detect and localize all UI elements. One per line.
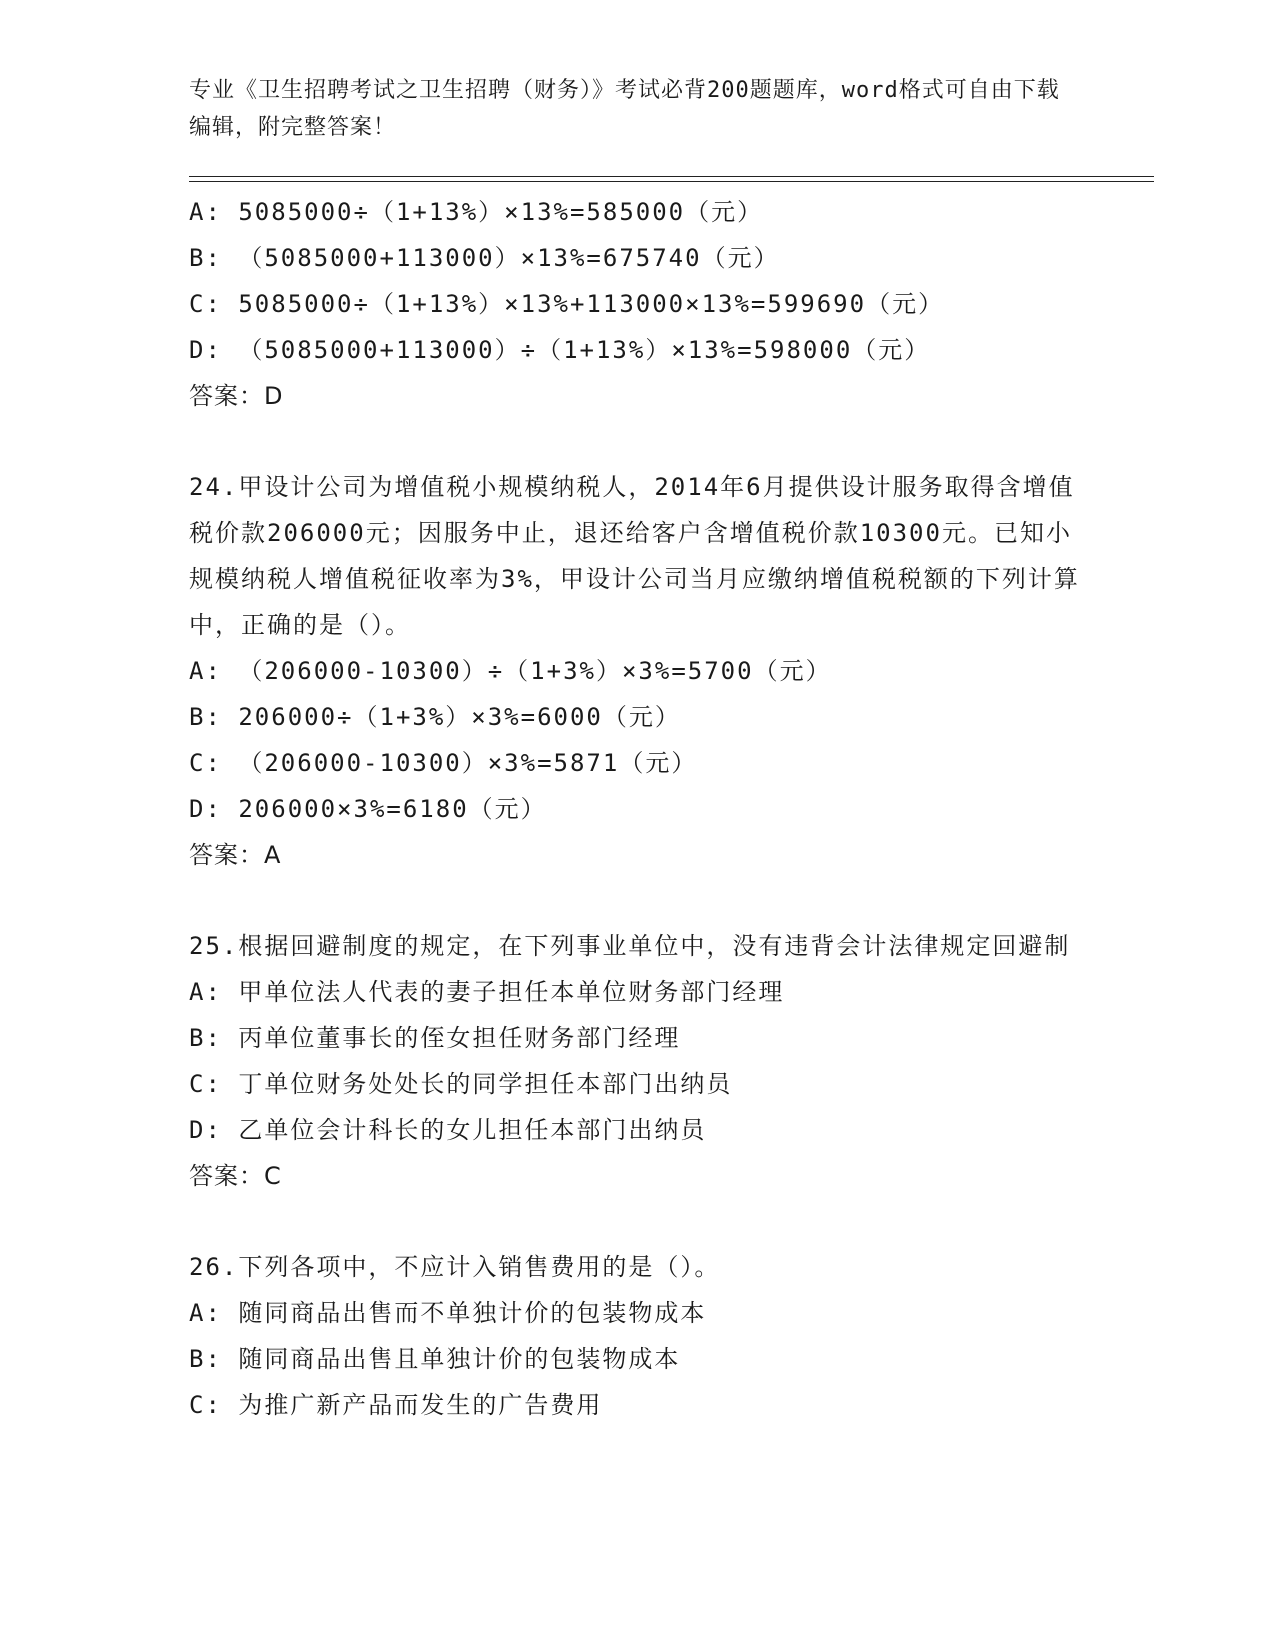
- question-23: [189, 189, 1089, 419]
- option-b: B: 随同商品出售且单独计价的包装物成本: [189, 1345, 681, 1373]
- spacer: [189, 878, 1089, 923]
- header-divider-bottom: [189, 181, 1154, 182]
- option-b: B: （5085000+113000）×13%=675740（元）: [189, 244, 780, 272]
- header-divider-top: [189, 176, 1154, 177]
- answer: 答案：C: [189, 1162, 282, 1190]
- option-a: A: 5085000÷（1+13%）×13%=585000（元）: [189, 198, 764, 226]
- option-b: B: 206000÷（1+3%）×3%=6000（元）: [189, 703, 681, 731]
- answer: 答案：A: [189, 841, 282, 869]
- question-24: [189, 464, 1089, 878]
- option-d: D: （5085000+113000）÷（1+13%）×13%=598000（元）: [189, 336, 931, 364]
- option-c: C: 为推广新产品而发生的广告费用: [189, 1391, 603, 1419]
- question-stem: 24.甲设计公司为增值税小规模纳税人，2014年6月提供设计服务取得含增值税价款206000元；因服务中止，退还给客户含增值税价款10300元。已知小规模纳税人增值税征收率为3%，甲设计公司当月应缴纳增值税税额的下列计算中，正确的是（）。: [189, 473, 1080, 639]
- answer: 答案：D: [189, 382, 284, 410]
- option-b: B: 丙单位董事长的侄女担任财务部门经理: [189, 1024, 681, 1052]
- question-list: [189, 189, 1089, 1428]
- option-a: A: （206000-10300）÷（1+3%）×3%=5700（元）: [189, 657, 832, 685]
- option-c: C: 丁单位财务处处长的同学担任本部门出纳员: [189, 1070, 733, 1098]
- option-a: A: 随同商品出售而不单独计价的包装物成本: [189, 1299, 707, 1327]
- question-25: [189, 923, 1089, 1199]
- question-stem: 25.根据回避制度的规定，在下列事业单位中，没有违背会计法律规定回避制: [189, 932, 1071, 960]
- option-c: C: （206000-10300）×3%=5871（元）: [189, 749, 698, 777]
- option-a: A: 甲单位法人代表的妻子担任本单位财务部门经理: [189, 978, 785, 1006]
- option-d: D: 206000×3%=6180（元）: [189, 795, 547, 823]
- document-header: 专业《卫生招聘考试之卫生招聘（财务）》考试必背200题题库，word格式可自由下载编辑，附完整答案！: [189, 78, 1060, 140]
- option-c: C: 5085000÷（1+13%）×13%+113000×13%=599690（元）: [189, 290, 945, 318]
- spacer: [189, 1199, 1089, 1244]
- spacer: [189, 419, 1089, 464]
- option-d: D: 乙单位会计科长的女儿担任本部门出纳员: [189, 1116, 707, 1144]
- question-26: [189, 1244, 1089, 1428]
- question-stem: 26.下列各项中，不应计入销售费用的是（）。: [189, 1253, 721, 1281]
